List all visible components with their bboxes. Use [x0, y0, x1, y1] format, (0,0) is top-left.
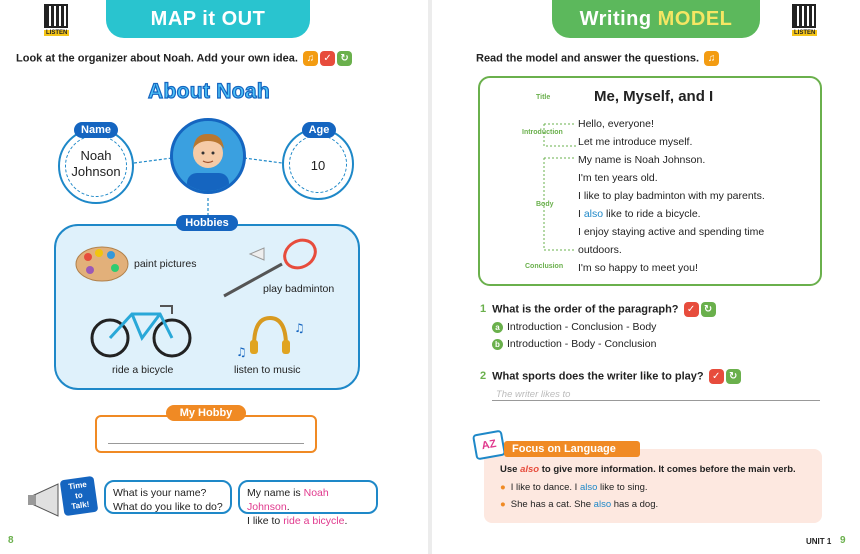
label-introduction: Introduction — [522, 129, 563, 136]
right-page-number: 9 — [840, 535, 846, 546]
model-line-3: My name is Noah Johnson. — [578, 154, 706, 166]
q2-answer-placeholder[interactable]: The writer likes to — [496, 389, 571, 400]
focus-example-2 — [500, 499, 658, 510]
name-value-first: Noah — [80, 148, 112, 163]
time-to-talk-word-1: Time — [67, 479, 88, 492]
bubble-answer-2-suffix: . — [344, 515, 348, 527]
model-line-1: Hello, everyone! — [578, 118, 654, 130]
refresh-icon-q2[interactable]: ↻ — [726, 369, 741, 384]
refresh-icon[interactable]: ↻ — [337, 51, 352, 66]
about-noah-title: About Noah — [148, 80, 270, 103]
question-1-number: 1 — [480, 303, 487, 316]
headphones-icon-right[interactable]: ♫ — [704, 51, 719, 66]
model-line-8: outdoors. — [578, 244, 622, 256]
option-a-letter: a — [492, 322, 503, 333]
map-it-out-banner: MAP it OUT — [106, 0, 310, 38]
example-2-prefix: She has a cat. She — [510, 499, 594, 510]
bubble-answer-1-suffix: . — [286, 501, 290, 513]
age-tag: Age — [302, 122, 336, 138]
focus-rule-suffix: to give more information. It comes before the main verb. — [539, 464, 796, 475]
question-2-text: What sports does the writer like to play? — [492, 370, 704, 383]
banner-writing: Writing — [579, 8, 652, 30]
example-1-prefix: I like to dance. I — [510, 482, 580, 493]
model-line-6-text: like to ride a bicycle. — [606, 208, 701, 220]
model-line-7: I enjoy staying active and spending time — [578, 226, 765, 238]
name-value — [58, 148, 134, 180]
bubble-answer-2-prefix: I like to — [247, 515, 284, 527]
right-page — [432, 0, 860, 554]
focus-rule — [500, 464, 796, 475]
example-2-also: also — [593, 499, 612, 510]
focus-example-1 — [500, 482, 648, 493]
name-tag: Name — [74, 122, 118, 138]
noah-photo — [170, 118, 246, 194]
bubble-answer-hobby: ride a bicycle — [283, 515, 345, 527]
svg-text:♫: ♫ — [294, 321, 305, 335]
model-line-6: I also like to ride a bicycle. — [578, 208, 701, 220]
headphones-music-icon — [236, 312, 310, 362]
my-hobby-writing-line[interactable] — [108, 443, 304, 444]
check-icon[interactable]: ✓ — [320, 51, 335, 66]
bicycle-icon — [90, 296, 194, 360]
q1-option-a[interactable] — [492, 321, 656, 333]
hobby-ride-bicycle: ride a bicycle — [112, 364, 174, 376]
bubble-question-2: What do you like to do? — [113, 501, 223, 513]
palette-icon — [74, 243, 134, 285]
az-icon: AZ — [472, 430, 506, 461]
model-title: Me, Myself, and I — [594, 88, 714, 105]
time-to-talk-word-2: to — [74, 490, 84, 501]
listen-label: LISTEN — [46, 30, 68, 36]
check-icon-q1[interactable]: ✓ — [684, 302, 699, 317]
listen-label-right: LISTEN — [794, 30, 816, 36]
focus-rule-prefix: Use — [500, 464, 521, 475]
example-1-suffix: like to sing. — [597, 482, 648, 493]
model-line-9: I'm so happy to meet you! — [578, 262, 698, 274]
bubble-answer-1 — [247, 486, 369, 514]
bubble-answer-2 — [247, 514, 369, 528]
option-b-text: Introduction - Body - Conclusion — [507, 338, 657, 350]
label-conclusion: Conclusion — [525, 263, 564, 270]
label-title: Title — [536, 94, 551, 101]
bullet-icon: ● — [500, 499, 506, 510]
hobbies-tag: Hobbies — [176, 215, 238, 231]
age-value: 10 — [310, 158, 326, 173]
bubble-answer-name: Noah Johnson — [247, 487, 329, 513]
label-body: Body — [536, 201, 554, 208]
model-line-4: I'm ten years old. — [578, 172, 658, 184]
option-a-text: Introduction - Conclusion - Body — [507, 321, 657, 333]
banner-model: MODEL — [657, 8, 733, 30]
refresh-icon-q1[interactable]: ↻ — [701, 302, 716, 317]
headphones-icon[interactable]: ♫ — [303, 51, 318, 66]
boy-avatar-icon — [173, 121, 243, 191]
speech-bubble-question — [104, 480, 232, 514]
bubble-answer-1-prefix: My name is — [247, 487, 304, 499]
svg-text:♫: ♫ — [236, 345, 247, 359]
check-icon-q2[interactable]: ✓ — [709, 369, 724, 384]
question-2 — [480, 369, 741, 384]
example-1-also: also — [579, 482, 598, 493]
option-b-letter: b — [492, 339, 503, 350]
left-page-number: 8 — [8, 535, 14, 546]
model-also-word: also — [583, 208, 604, 220]
q2-answer-line[interactable] — [492, 400, 820, 401]
question-1-text: What is the order of the paragraph? — [492, 303, 679, 316]
unit-label: UNIT 1 — [806, 537, 832, 546]
bullet-icon: ● — [500, 482, 506, 493]
name-value-last: Johnson — [71, 164, 121, 179]
time-to-talk-badge — [60, 476, 99, 516]
focus-rule-also: also — [520, 464, 540, 475]
time-to-talk-word-3: Talk! — [70, 499, 90, 512]
focus-on-language-tag: Focus on Language — [504, 441, 640, 457]
bubble-question-1: What is your name? — [113, 487, 207, 499]
model-line-5: I like to play badminton with my parents. — [578, 190, 765, 202]
model-line-2: Let me introduce myself. — [578, 136, 693, 148]
hobby-listen-music: listen to music — [234, 364, 301, 376]
right-instruction-text: Read the model and answer the questions. — [476, 52, 700, 65]
q1-option-b[interactable] — [492, 338, 656, 350]
hobby-play-badminton: play badminton — [263, 283, 335, 295]
question-1 — [480, 302, 716, 317]
speech-bubble-answer — [238, 480, 378, 527]
example-2-suffix: has a dog. — [611, 499, 659, 510]
hobby-paint-pictures: paint pictures — [134, 258, 197, 270]
left-instruction-text: Look at the organizer about Noah. Add your own idea. — [16, 52, 298, 65]
left-page — [0, 0, 428, 554]
question-2-number: 2 — [480, 370, 487, 383]
my-hobby-tag: My Hobby — [166, 405, 246, 421]
